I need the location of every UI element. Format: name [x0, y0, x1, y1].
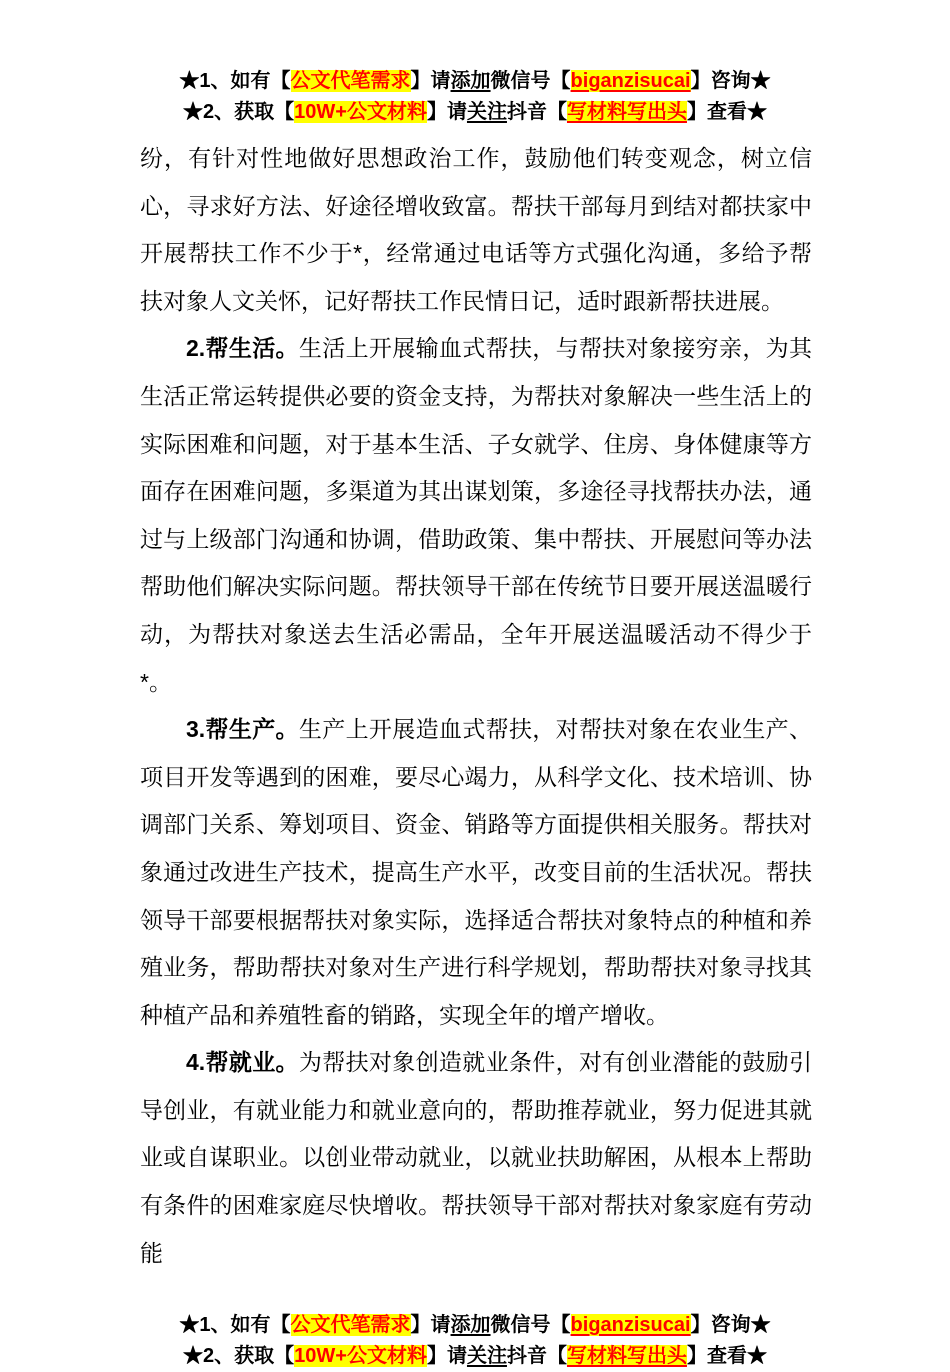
promo-underline-add: 添加: [450, 1314, 491, 1337]
header-promo: [0, 66, 950, 128]
promo-highlight-materials: 10W+公文材料: [294, 101, 427, 123]
paragraph-text: 生活上开展输血式帮扶，与帮扶对象接穷亲，为其生活正常运转提供必要的资金支持，为帮扶对象解决一些生活上的实际困难和问题，对于基本生活、子女就学、住房、身体健康等方面存在困难问题，多渠道为其出谋划策，多途径寻找帮扶办法，通过与上级部门沟通和协调，借助政策、集中帮扶、开展慰问等办法帮助他们解决实际问题。帮扶领导干部在传统节日要开展送温暖行动，为帮扶对象送去生活必需品，全年开展送温暖活动不得少于*。: [140, 335, 813, 695]
promo-text: ★1、如有【: [179, 1314, 291, 1337]
promo-text: 】请: [426, 1345, 467, 1368]
promo-line-2: [0, 97, 950, 128]
promo-highlight-materials: 10W+公文材料: [294, 1345, 427, 1368]
promo-text: 】请: [410, 70, 451, 92]
promo-underline-add: 添加: [450, 70, 491, 92]
promo-highlight-douyin-id: 写材料写出头: [566, 101, 687, 123]
promo-highlight-wechat-id: biganzisucai: [570, 70, 691, 92]
paragraph: [140, 325, 812, 706]
document-body: [140, 135, 812, 1277]
promo-text: 微信号【: [490, 70, 571, 92]
promo-text: 】请: [410, 1314, 451, 1337]
promo-line-1: [0, 1310, 950, 1341]
promo-text: ★1、如有【: [179, 70, 291, 92]
promo-underline-follow: 关注: [466, 1345, 507, 1368]
promo-line-2: [0, 1341, 950, 1372]
paragraph: [140, 1039, 812, 1277]
promo-text: ★2、获取【: [183, 1345, 295, 1368]
promo-text: 抖音【: [506, 101, 567, 123]
promo-text: 抖音【: [506, 1345, 567, 1368]
promo-highlight-service: 公文代笔需求: [290, 70, 411, 92]
promo-text: ★2、获取【: [183, 101, 295, 123]
paragraph-text: 纷，有针对性地做好思想政治工作，鼓励他们转变观念，树立信心，寻求好方法、好途径增收致富。帮扶干部每月到结对都扶家中开展帮扶工作不少于*，经常通过电话等方式强化沟通，多给予帮扶对象人文关怀，记好帮扶工作民情日记，适时跟新帮扶进展。: [140, 145, 812, 314]
promo-text: 】咨询★: [690, 70, 771, 92]
paragraph-heading: 3.帮生产。: [186, 716, 299, 743]
promo-highlight-wechat-id: biganzisucai: [570, 1314, 691, 1337]
paragraph: [140, 135, 812, 325]
promo-line-1: [0, 66, 950, 97]
promo-text: 】查看★: [686, 101, 767, 123]
promo-highlight-service: 公文代笔需求: [290, 1314, 411, 1337]
promo-text: 微信号【: [490, 1314, 571, 1337]
promo-text: 】请: [426, 101, 467, 123]
promo-underline-follow: 关注: [466, 101, 507, 123]
paragraph-heading: 4.帮就业。: [186, 1049, 299, 1076]
paragraph-text: 生产上开展造血式帮扶，对帮扶对象在农业生产、项目开发等遇到的困难，要尽心竭力，从科学文化、技术培训、协调部门关系、筹划项目、资金、销路等方面提供相关服务。帮扶对象通过改进生产技术，提高生产水平，改变目前的生活状况。帮扶领导干部要根据帮扶对象实际，选择适合帮扶对象特点的种植和养殖业务，帮助帮扶对象对生产进行科学规划，帮助帮扶对象寻找其种植产品和养殖牲畜的销路，实现全年的增产增收。: [140, 716, 813, 1028]
paragraph: [140, 706, 812, 1039]
promo-highlight-douyin-id: 写材料写出头: [566, 1345, 687, 1368]
paragraph-text: 为帮扶对象创造就业条件，对有创业潜能的鼓励引导创业，有就业能力和就业意向的，帮助推荐就业，努力促进其就业或自谋职业。以创业带动就业，以就业扶助解困，从根本上帮助有条件的困难家庭尽快增收。帮扶领导干部对帮扶对象家庭有劳动能: [140, 1049, 813, 1266]
paragraph-heading: 2.帮生活。: [186, 335, 299, 362]
promo-text: 】咨询★: [690, 1314, 771, 1337]
footer-promo: [0, 1310, 950, 1372]
promo-text: 】查看★: [686, 1345, 767, 1368]
